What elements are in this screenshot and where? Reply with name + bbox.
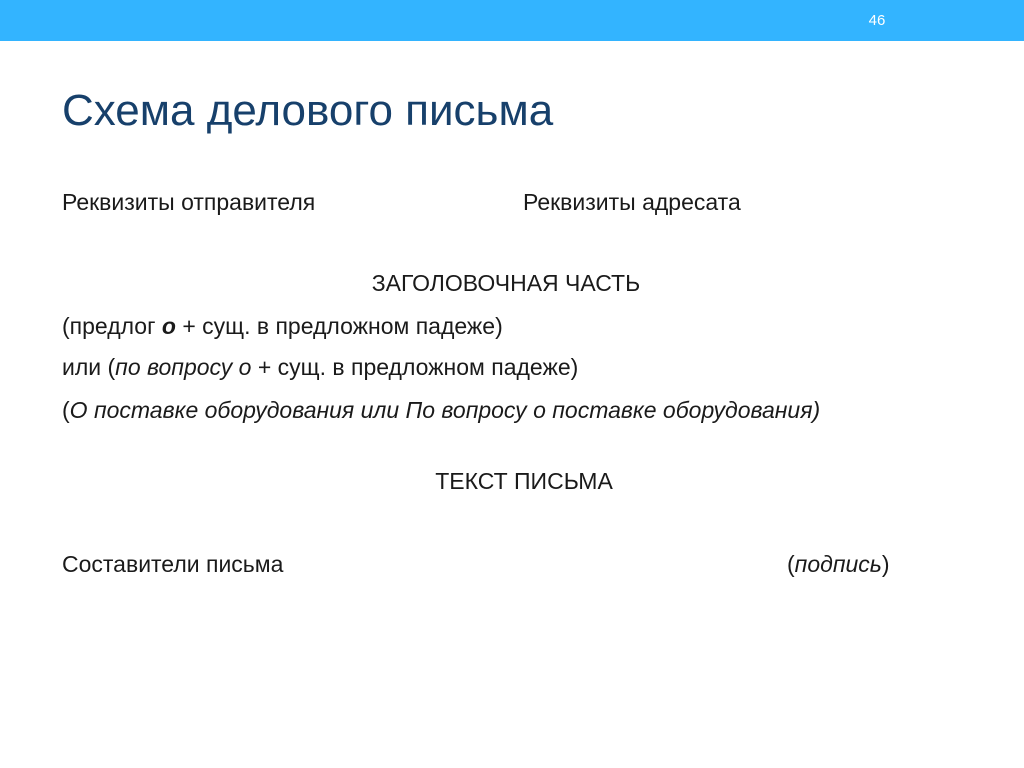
rule2-phrase: по вопросу о: [115, 354, 252, 380]
rule2-start: или (: [62, 354, 116, 380]
authors-label: Составители письма: [62, 551, 284, 577]
example-open: (: [62, 397, 70, 423]
signature-open: (: [787, 551, 795, 577]
rule2-rest: + сущ. в предложном падеже): [251, 354, 579, 380]
signature-label: [787, 551, 890, 578]
letter-body-label: ТЕКСТ ПИСЬМА: [435, 468, 613, 494]
signature-close: ): [881, 551, 890, 577]
signature-text: подпись: [794, 551, 882, 577]
slide-title: Схема делового письма: [62, 86, 554, 135]
header-bar: [0, 0, 1024, 41]
rule1-open: (предлог: [62, 313, 162, 339]
example-text: О поставке оборудования или По вопросу о поставке оборудования): [69, 397, 821, 423]
preposition-rule-line: [62, 313, 503, 340]
rule1-rest: + сущ. в предложном падеже): [175, 313, 503, 339]
addressee-requisites: Реквизиты адресата: [523, 189, 741, 215]
question-rule-line: [62, 354, 578, 381]
example-line: [62, 395, 862, 425]
slide-number: 46: [868, 12, 886, 29]
rule1-preposition: о: [161, 313, 176, 339]
sender-requisites: Реквизиты отправителя: [62, 189, 316, 215]
heading-part-label: ЗАГОЛОВОЧНАЯ ЧАСТЬ: [371, 270, 641, 296]
